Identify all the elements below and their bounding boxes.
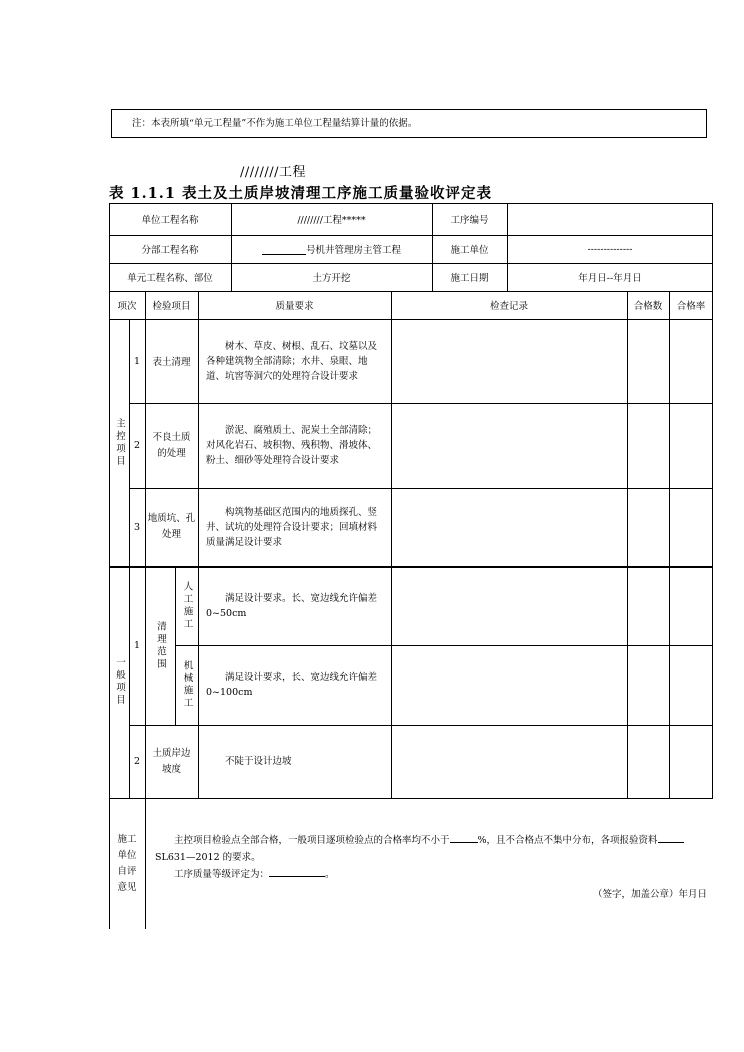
grade-text: 工序质量等级评定为：	[174, 869, 270, 880]
table-title: 表 1.1.1 表土及土质岸坡清理工序施工质量验收评定表	[109, 185, 492, 202]
col-inspect-item: 检验项目	[152, 301, 191, 312]
blank-line	[262, 244, 306, 255]
blank-line	[450, 832, 478, 843]
requirement-text: 构筑物基础区范围内的地质探孔、竖井、试坑的处理符合设计要求；回填材料质量满足设计要求	[206, 506, 378, 548]
division-label: 分部工程名称	[141, 245, 199, 256]
sub-item-requirement	[198, 566, 391, 645]
element-label: 单元工程名称、部位	[127, 273, 213, 284]
requirement-text: 满足设计要求，长、宽边线允许偏差 0~100cm	[206, 672, 378, 698]
item-requirement	[198, 403, 391, 488]
item-name: 地质坑、孔处理	[147, 513, 196, 540]
col-pass-rate: 合格率	[676, 301, 706, 312]
item-name: 表土清理	[152, 357, 191, 368]
inspection-form	[109, 203, 713, 929]
self-eval-text: SL631—2012 的要求。	[155, 852, 261, 863]
item-no: 1	[133, 355, 141, 367]
self-eval-label: 施工单位自评意见	[117, 833, 137, 893]
rule	[669, 291, 670, 798]
main-control-label	[109, 319, 129, 566]
col-pass-count: 合格数	[633, 301, 663, 312]
rule	[391, 291, 392, 798]
contractor-label: 施工单位	[450, 245, 489, 256]
sub-item-text: 人工施工	[181, 580, 193, 631]
col-quality-req: 质量要求	[275, 301, 314, 312]
item-name	[145, 566, 175, 725]
grade-end: 。	[325, 869, 335, 880]
contractor-value: --------------	[587, 243, 633, 255]
item-no: 3	[133, 521, 141, 533]
self-eval-content	[145, 798, 713, 929]
requirement-text: 淤泥、腐殖质土、泥炭土全部清除；对风化岩石、坡积物、残积物、滑坡体、粉土、细砂等处理符合设计要求	[206, 425, 378, 466]
note-text: 注：本表所填“单元工程量”不作为施工单位工程量结算计量的依据。	[132, 118, 418, 129]
note-box	[111, 109, 707, 138]
item-requirement	[198, 319, 391, 403]
date-label: 施工日期	[450, 273, 489, 284]
division-value	[231, 235, 432, 263]
sub-item-text: 机械施工	[181, 660, 193, 710]
unit-project-value: ////////工程*****	[297, 215, 366, 226]
col-item-no: 项次	[117, 301, 137, 312]
requirement-text: 不陡于设计边坡	[225, 756, 292, 767]
signature-line: （签字，加盖公章）年月日	[592, 889, 707, 900]
process-no-value	[507, 203, 713, 235]
requirement-text: 树木、草皮、树根、乱石、坟墓以及各种建筑物全部清除；水井、泉眼、地道、坑窖等洞穴的处理符合设计要求	[206, 340, 378, 382]
general-label	[109, 566, 129, 798]
col-check-record: 检查记录	[489, 301, 528, 312]
item-name: 不良土质的处理	[152, 431, 191, 459]
sub-item-name	[175, 645, 198, 725]
self-eval-pct: %	[477, 835, 487, 846]
blank-line	[269, 866, 325, 877]
element-value: 土方开挖	[312, 273, 351, 284]
main-control-text: 主控项目	[114, 417, 125, 468]
item-no: 1	[133, 640, 141, 651]
item-requirement	[198, 488, 391, 566]
self-eval-text: ，且不合格点不集中分布，各项报验资料	[486, 835, 658, 846]
item-no: 2	[133, 756, 141, 767]
item-name: 土质岸边坡度	[152, 747, 191, 775]
item-name-text: 清理范围	[155, 620, 166, 671]
rule	[627, 291, 628, 798]
self-eval-paragraph	[155, 832, 707, 866]
unit-project-label: 单位工程名称	[141, 215, 199, 226]
self-eval-text: 主控项目检验点全部合格，一般项目逐项检验点的合格率均不小于	[174, 835, 450, 846]
division-value-text: 号机井管理房主管工程	[305, 245, 401, 256]
blank-line	[658, 832, 684, 843]
process-no-label: 工序编号	[450, 215, 489, 226]
date-value: 年月日--年月日	[578, 273, 642, 284]
project-name: ////////工程	[240, 165, 307, 180]
requirement-text: 满足设计要求。长、宽边线允许偏差 0~50cm	[206, 592, 378, 619]
item-no: 2	[133, 440, 141, 451]
item-requirement	[198, 725, 391, 798]
sub-item-name	[175, 566, 198, 645]
grade-line	[155, 866, 707, 883]
general-text: 一般项目	[114, 657, 125, 707]
sub-item-requirement	[198, 645, 391, 725]
